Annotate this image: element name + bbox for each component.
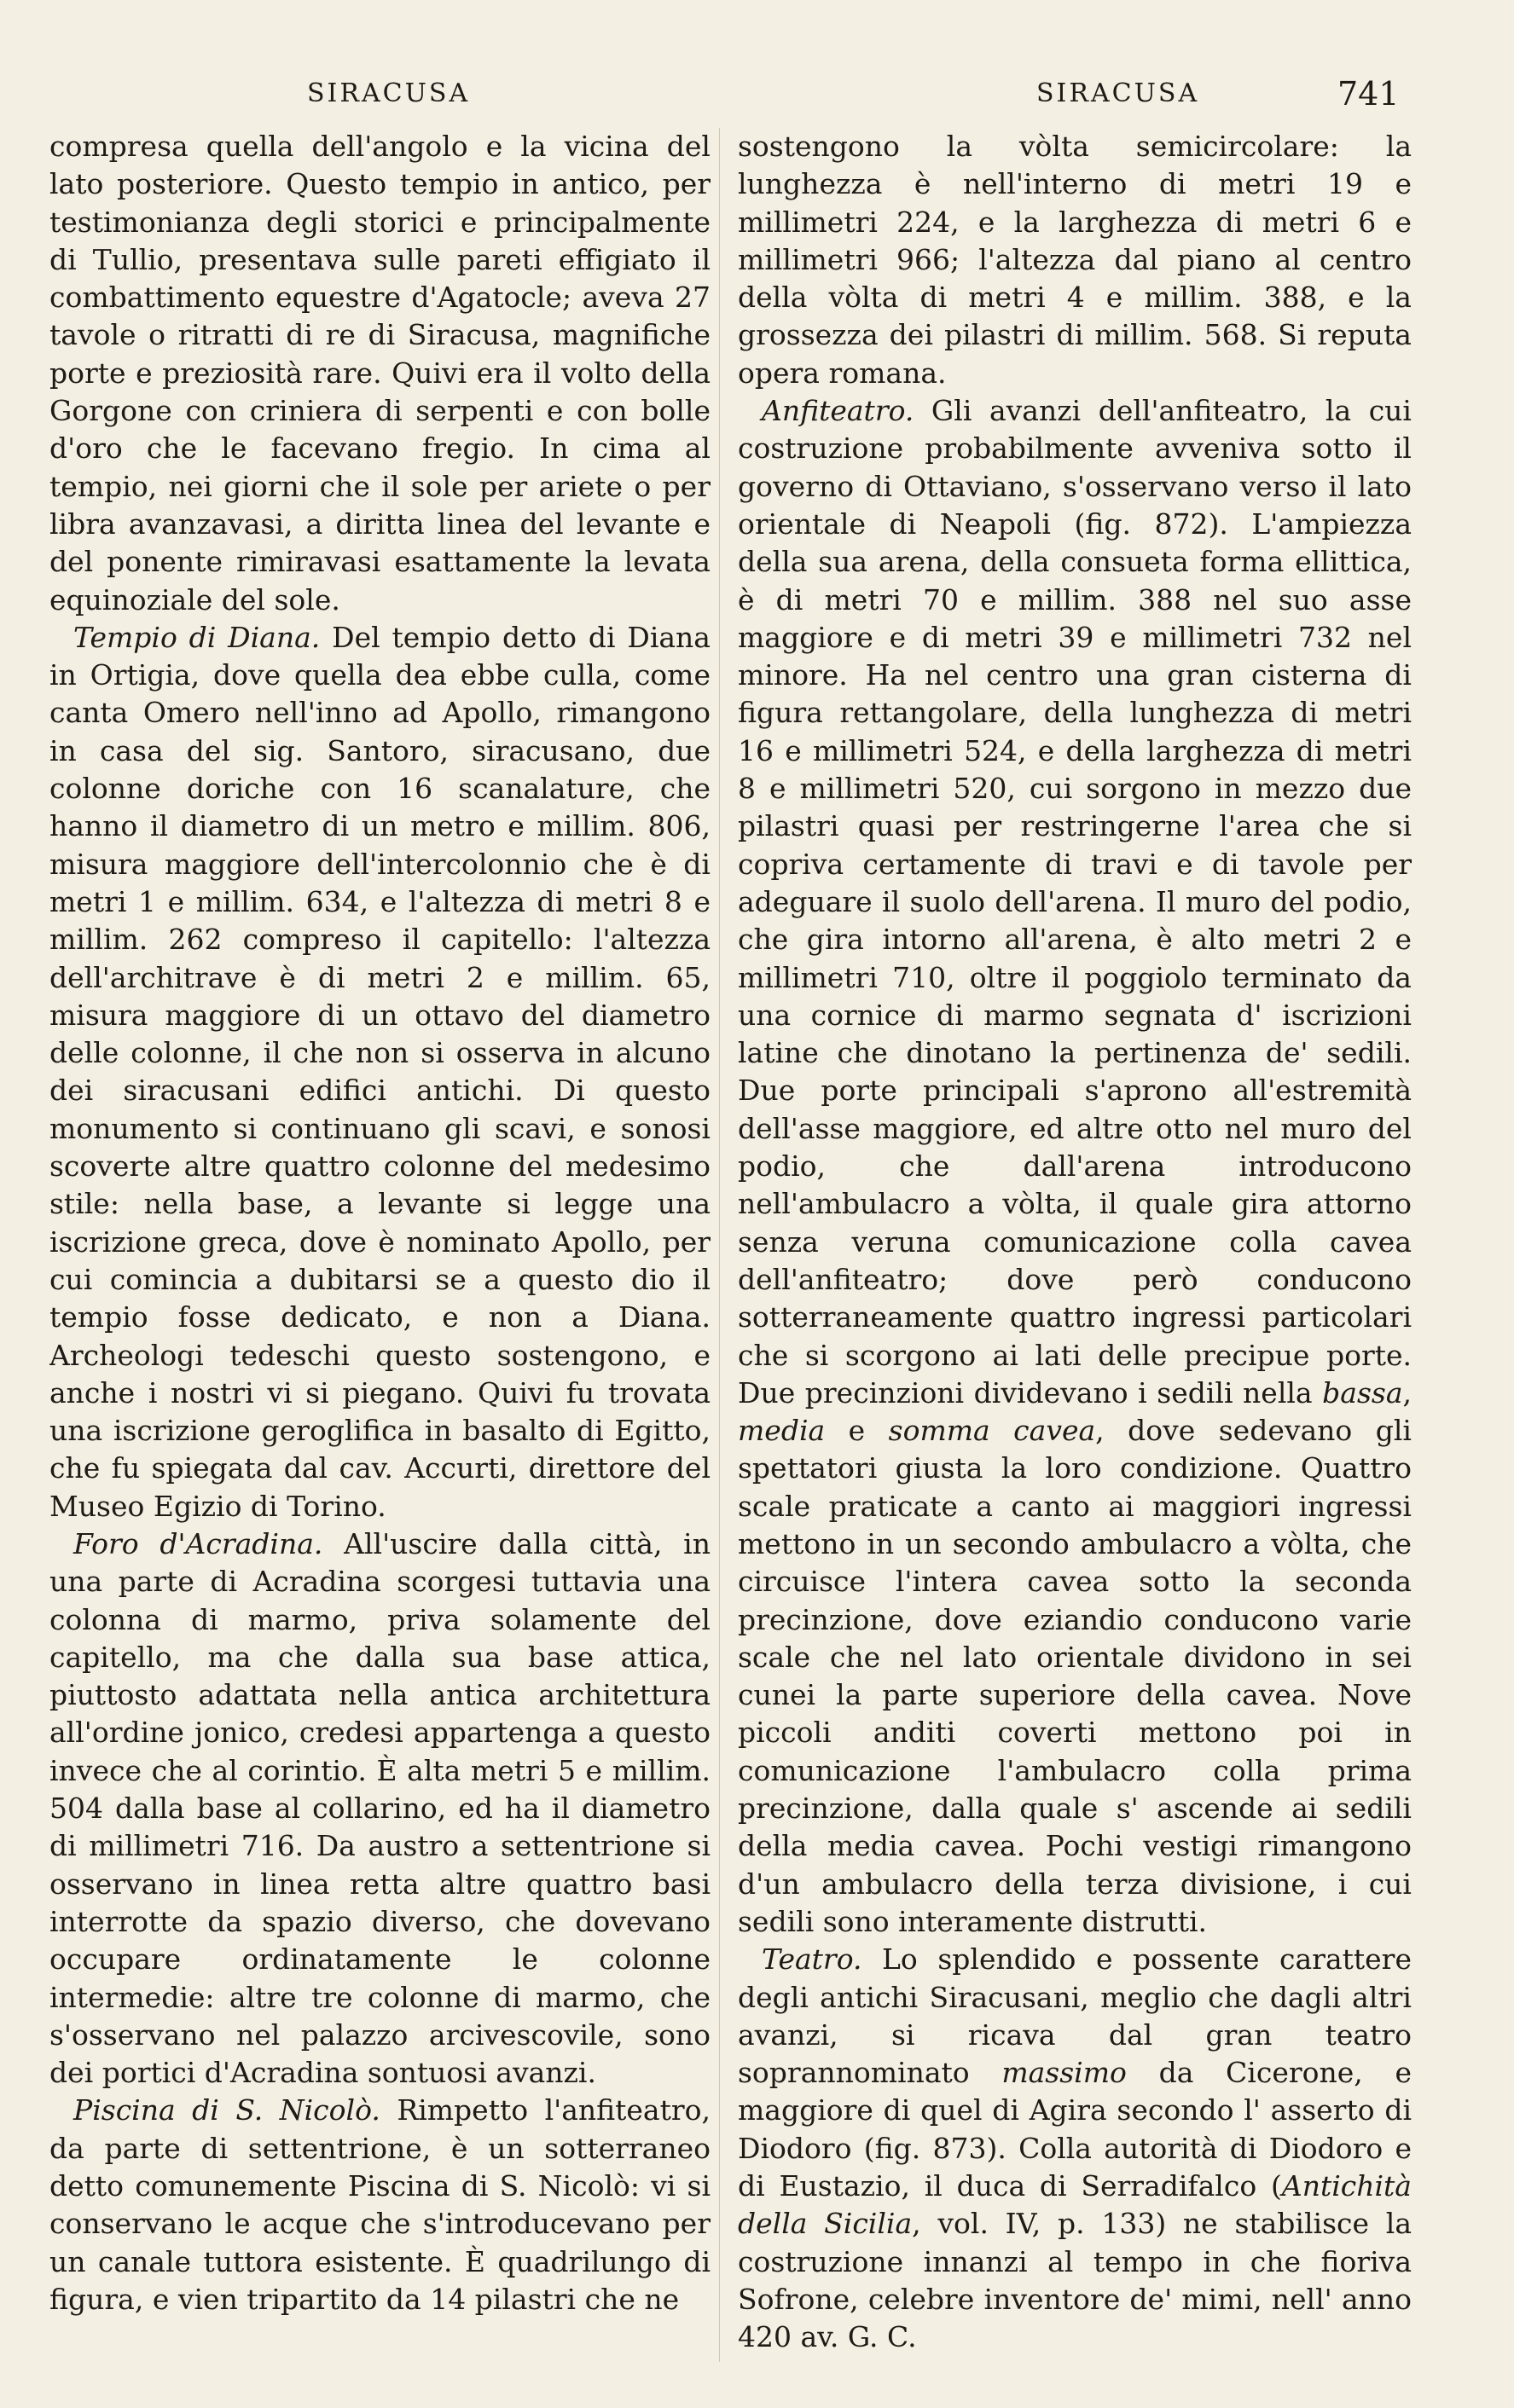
paragraph-temple-continuation: compresa quella dell'angolo e la vicina del lato posteriore. Questo tempio in antico, per testimonianza degli storici e principalmente di Tullio, presentava sulle pareti effigiato il combattimento equestre d'Agatocle; aveva 27 tavole o ritratti di re di Siracusa, magnifiche porte e preziosità rare. Quivi era il volto della Gorgone con criniera di serpenti e con bolle d'oro che le facevano fregio. In cima al tempio, nei giorni che il sole per ariete o per libra avanzavasi, a diritta linea del levante e del ponente rimiravasi esattamente la levata equinoziale del sole. bbox=[49, 130, 711, 616]
section-title-tempio-di-diana: Tempio di Diana. bbox=[73, 620, 321, 654]
paragraph-anfiteatro bbox=[738, 392, 1412, 1941]
paragraph-teatro bbox=[738, 1941, 1412, 2356]
section-title-piscina-di-s-nicolo: Piscina di S. Nicolò. bbox=[73, 2093, 380, 2127]
citation-title: Antichità della Sicilia bbox=[738, 2169, 1412, 2241]
running-head-left: SIRACUSA bbox=[307, 78, 471, 108]
page-number: 741 bbox=[1337, 75, 1400, 113]
paragraph-tempio-di-diana bbox=[49, 619, 711, 1525]
paragraph-text: da Cicerone, e maggiore di quel di Agira secondo l' asserto di Diodoro (fig. 873). Colla autorità di Diodoro e di Eustazio, il duca di Serradifalco ( bbox=[738, 2056, 1412, 2203]
running-head-right: SIRACUSA bbox=[1036, 78, 1200, 108]
section-title-teatro: Teatro. bbox=[762, 1942, 862, 1977]
paragraph-text: Del tempio detto di Diana in Ortigia, dove quella dea ebbe culla, come canta Omero nell'inno ad Apollo, rimangono in casa del sig. Santoro, siracusano, due colonne doriche con 16 scanalature, che hanno il diametro di un metro e millim. 806, misura maggiore dell'intercolonnio che è di metri 1 e millim. 634, e l'altezza di metri 8 e millim. 262 compreso il capitello: l'altezza dell'architrave è di metri 2 e millim. 65, misura maggiore di un ottavo del diametro delle colonne, il che non si osserva in alcuno dei siracusani edifici antichi. Di questo monumento si continuano gli scavi, e sonosi scoverte altre quattro colonne del medesimo stile: nella base, a levante si legge una iscrizione greca, dove è nominato Apollo, per cui comincia a dubitarsi se a questo dio il tempio fosse dedicato, e non a Diana. Archeologi tedeschi questo sostengono, e anche i nostri vi si piegano. Quivi fu trovata una iscrizione geroglifica in basalto di Egitto, che fu spiegata dal cav. Accurti, direttore del Museo Egizio di Torino. bbox=[49, 620, 711, 1523]
paragraph-piscina-di-s-nicolo bbox=[49, 2092, 711, 2318]
paragraph-text: , dove sedevano gli spettatori giusta la loro condizione. Quattro scale praticate a canto ai maggiori ingressi mettono in un secondo ambulacro a vòlta, che circuisce l'intera cavea sotto la seconda precinzione, dove eziandio conducono varie scale che nel lato orientale dividono in sei cunei la parte superiore della cavea. Nove piccoli anditi coverti mettono poi in comunicazione l'ambulacro colla prima precinzione, dalla quale s' ascende ai sedili della media cavea. Pochi vestigi rimangono d'un ambulacro della terza divisione, i cui sedili sono interamente distrutti. bbox=[738, 1414, 1412, 1938]
paragraph-text: All'uscire dalla città, in una parte di Acradina scorgesi tuttavia una colonna di marmo, priva solamente del capitello, ma che dalla sua base attica, piuttosto adattata nella antica architettura all'ordine jonico, credesi appartenga a questo invece che al corintio. È alta metri 5 e millim. 504 dalla base al collarino, ed ha il diametro di millimetri 716. Da austro a settentrione si osservano in linea retta altre quattro basi interrotte da spazio diverso, che dovevano occupare ordinatamente le colonne intermedie: altre tre colonne di marmo, che s'osservano nel palazzo arcivescovile, sono dei portici d'Acradina sontuosi avanzi. bbox=[49, 1526, 711, 2090]
paragraph-text: Lo splendido e possente carattere degli antichi Siracusani, meglio che dagli altri avanzi, si ricava dal gran teatro soprannominato bbox=[738, 1942, 1412, 2090]
emphasis-media: media bbox=[738, 1414, 826, 1448]
separator-text: , bbox=[1402, 1375, 1412, 1409]
paragraph-piscina-continuation: sostengono la vòlta semicircolare: la lunghezza è nell'interno di metri 19 e millimetri 224, e la larghezza di metri 6 e millimetri 966; l'altezza dal piano al centro della vòlta di metri 4 e millim. 388, e la grossezza dei pilastri di millim. 568. Si reputa opera romana. bbox=[738, 130, 1412, 390]
paragraph-text: , vol. IV, p. 133) ne stabilisce la costruzione innanzi al tempo in che fioriva Sofrone, celebre inventore de' mimi, nell' anno 420 av. G. C. bbox=[738, 2207, 1412, 2354]
paragraph-foro-d-acradina bbox=[49, 1525, 711, 2092]
emphasis-bassa: bassa bbox=[1322, 1375, 1403, 1409]
right-column bbox=[738, 128, 1412, 2379]
column-divider bbox=[719, 128, 720, 2362]
separator-text: e bbox=[825, 1414, 889, 1448]
left-column bbox=[49, 128, 711, 2379]
paragraph-text: Gli avanzi dell'anfiteatro, la cui costruzione probabilmente avveniva sotto il governo di Ottaviano, s'osservano verso il lato orientale di Neapoli (fig. 872). L'ampiezza della sua arena, della consueta forma ellittica, è di metri 70 e millim. 388 nel suo asse maggiore e di metri 39 e millimetri 732 nel minore. Ha nel centro una gran cisterna di figura rettangolare, della lunghezza di metri 16 e millimetri 524, e della larghezza di metri 8 e millimetri 520, cui sorgono in mezzo due pilastri quasi per restringerne l'area che si copriva certamente di travi e di tavole per adeguare il suolo dell'arena. Il muro del podio, che gira intorno all'arena, è alto metri 2 e millimetri 710, oltre il poggiolo terminato da una cornice di marmo segnata d' iscrizioni latine che dinotano la pertinenza de' sedili. Due porte principali s'aprono all'estremità dell'asse maggiore, ed altre otto nel muro del podio, che dall'arena introducono nell'ambulacro a vòlta, il quale gira attorno senza veruna comunicazione colla cavea dell'anfiteatro; dove però conducono sotterraneamente quattro ingressi particolari che si scorgono ai lati delle precipue porte. Due precinzioni dividevano i sedili nella bbox=[738, 394, 1412, 1409]
emphasis-somma-cavea: somma cavea bbox=[888, 1414, 1096, 1448]
section-title-anfiteatro: Anfiteatro. bbox=[762, 394, 914, 428]
section-title-foro-d-acradina: Foro d'Acradina. bbox=[73, 1526, 323, 1560]
paragraph-text: Rimpetto l'anfiteatro, da parte di settentrione, è un sotterraneo detto comunemente Piscina di S. Nicolò: vi si conservano le acque che s'introducevano per un canale tuttora esistente. È quadrilungo di figura, e vien tripartito da 14 pilastri che ne bbox=[49, 2093, 711, 2316]
emphasis-massimo: massimo bbox=[1001, 2056, 1127, 2090]
